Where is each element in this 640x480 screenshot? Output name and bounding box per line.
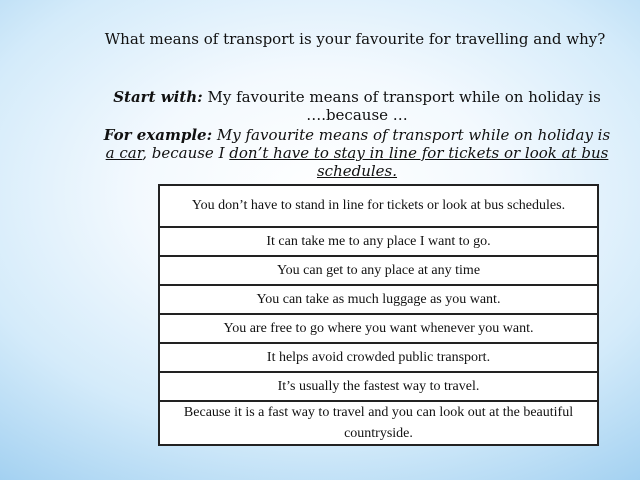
reason-row: You don’t have to stand in line for tickets or look at bus schedules. <box>191 198 566 213</box>
start-with-label: Start with: <box>113 88 203 106</box>
example-prompt <box>100 126 614 180</box>
reasons-table <box>158 184 599 446</box>
reason-row: You can take as much luggage as you want. <box>160 284 597 313</box>
example-part-2: , because I <box>142 144 225 162</box>
reason-row: You are free to go where you want whenever you want. <box>160 313 597 342</box>
example-underlined-car: a car <box>105 144 143 162</box>
start-with-text: My favourite means of transport while on holiday is ….because … <box>207 88 601 124</box>
reason-row: It’s usually the fastest way to travel. <box>160 371 597 400</box>
start-with-prompt <box>100 88 614 124</box>
question-text: What means of transport is your favourite for travelling and why? <box>104 30 606 48</box>
example-label: For example: <box>103 126 213 144</box>
reason-row: You can get to any place at any time <box>160 255 597 284</box>
example-part-1: My favourite means of transport while on holiday is <box>216 126 611 144</box>
reason-row: It helps avoid crowded public transport. <box>160 342 597 371</box>
reason-row: It can take me to any place I want to go. <box>160 226 597 255</box>
reason-row: Because it is a fast way to travel and you can look out at the beautiful countryside. <box>160 400 597 444</box>
example-underlined-reason: don’t have to stay in line for tickets or look at bus schedules. <box>229 144 609 180</box>
